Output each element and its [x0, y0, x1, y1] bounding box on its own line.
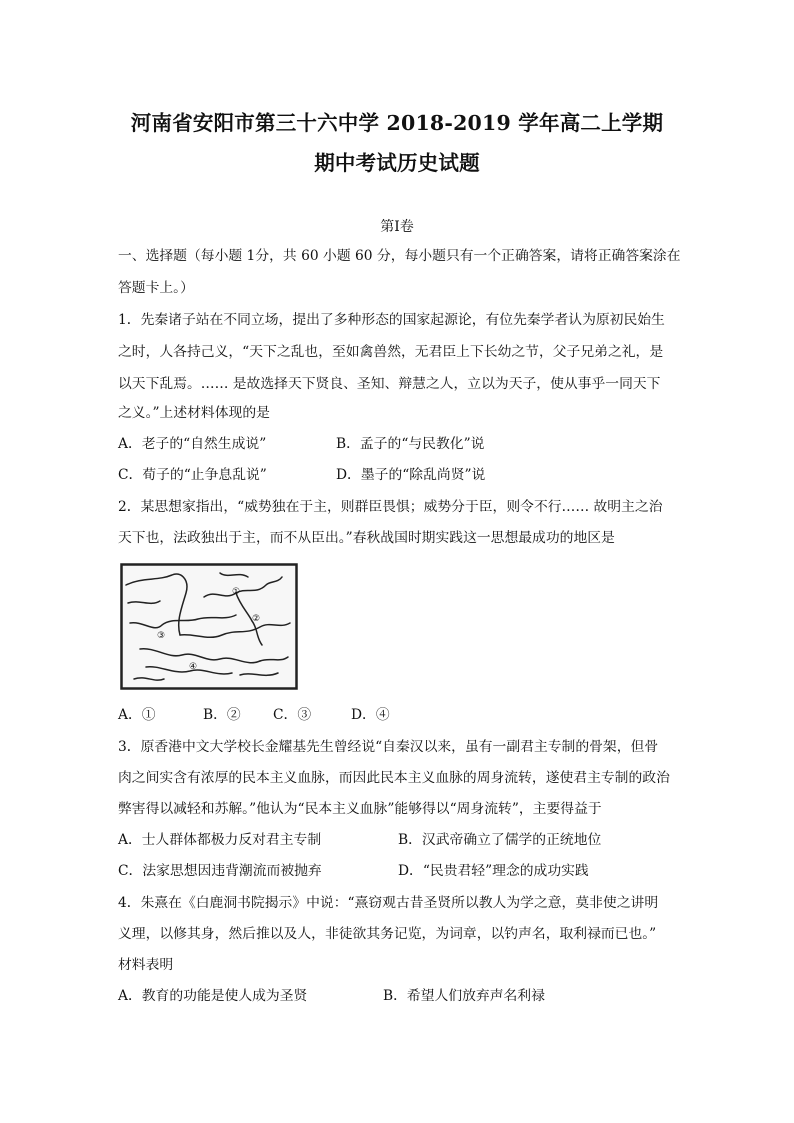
instructions-line: 答题卡上。）: [118, 280, 194, 296]
exam-title-line2: 期中考试历史试题: [314, 151, 480, 175]
map-label-3: ③: [157, 631, 166, 641]
q4-option-b: B．希望人们放弃声名利禄: [383, 988, 545, 1004]
q4-stem-line: 4．朱熹在《白鹿洞书院揭示》中说：“熹窃观古昔圣贤所以教人为学之意，莫非使之讲明: [118, 895, 659, 911]
q1-stem-line: 之时，人各持己义，“天下之乱也，至如禽兽然，无君臣上下长幼之节，父子兄弟之礼，是: [118, 344, 664, 360]
map-label-2: ②: [252, 614, 261, 624]
q3-stem-line: 3．原香港中文大学校长金耀基先生曾经说“自秦汉以来，虽有一副君主专制的骨架，但骨: [118, 739, 659, 755]
q4-stem-line: 义理，以修其身，然后推以及人，非徒欲其务记览，为词章，以钓声名，取利禄而已也。”: [118, 926, 657, 942]
q1-option-c: C．荀子的“止争息乱说”: [118, 467, 267, 483]
q1-stem-line: 之义。”上述材料体现的是: [118, 405, 270, 421]
q1-option-d: D．墨子的“除乱尚贤”说: [336, 467, 486, 483]
q3-option-b: B．汉武帝确立了儒学的正统地位: [398, 832, 602, 848]
section-heading: 第Ⅰ卷: [380, 219, 414, 235]
map-label-1: ①: [232, 587, 241, 597]
q2-option-b: B．②: [203, 707, 241, 723]
map-label-4: ④: [189, 662, 198, 672]
map-figure: [120, 563, 298, 690]
exam-title-line1: 河南省安阳市第三十六中学 2018-2019 学年高二上学期: [130, 111, 664, 135]
instructions-line: 一、选择题（每小题 1分，共 60 小题 60 分，每小题只有一个正确答案，请将正确答案涂在: [118, 248, 681, 264]
q1-stem-line: 1．先秦诸子站在不同立场，提出了多种形态的国家起源论，有位先秦学者认为原初民始生: [118, 312, 665, 328]
q1-option-a: A．老子的“自然生成说”: [118, 436, 267, 452]
q4-option-a: A．教育的功能是使人成为圣贤: [118, 988, 308, 1004]
q2-stem-line: 2．某思想家指出，“威势独在于主，则群臣畏惧；威势分于臣，则令不行…… 故明主之治: [118, 499, 663, 515]
q2-stem-line: 天下也，法政独出于主，而不从臣出。”春秋战国时期实践这一思想最成功的地区是: [118, 530, 615, 546]
q3-option-d: D．“民贵君轻”理念的成功实践: [398, 863, 589, 879]
q3-stem-line: 弊害得以减轻和苏解。”他认为“民本主义血脉”能够得以“周身流转”，主要得益于: [118, 801, 602, 817]
q2-option-a: A．①: [118, 707, 156, 723]
q1-stem-line: 以天下乱焉。…… 是故选择天下贤良、圣知、辩慧之人，立以为天子，使从事乎一同天下: [118, 376, 661, 392]
q2-option-d: D．④: [351, 707, 390, 723]
q3-stem-line: 肉之间实含有浓厚的民本主义血脉，而因此民本主义血脉的周身流转，遂使君主专制的政治: [118, 770, 670, 786]
q3-option-c: C．法家思想因违背潮流而被抛弃: [118, 863, 322, 879]
q1-option-b: B．孟子的“与民教化”说: [336, 436, 485, 452]
q2-option-c: C．③: [273, 707, 312, 723]
q3-option-a: A．士人群体都极力反对君主专制: [118, 832, 322, 848]
q4-stem-line: 材料表明: [118, 957, 174, 973]
